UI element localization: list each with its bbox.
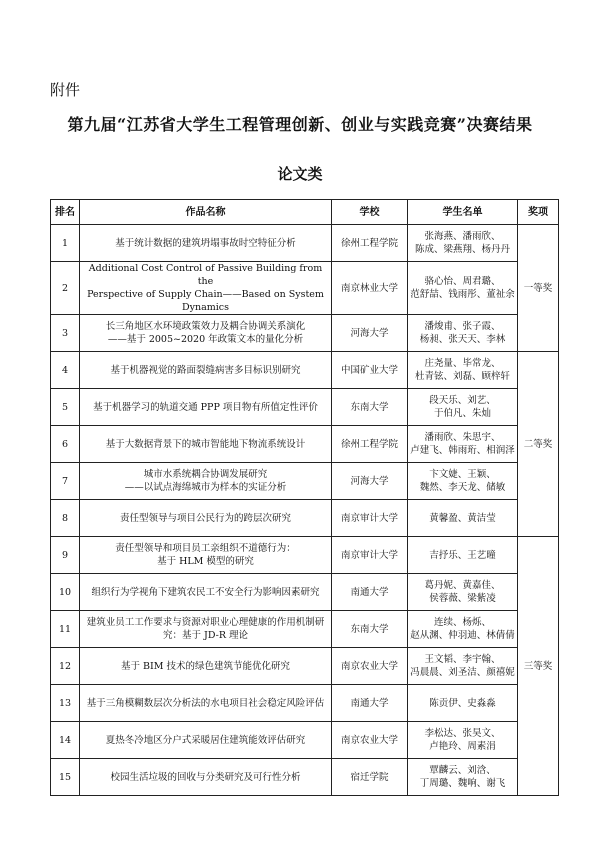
paper-title-line: 城市水系统耦合协调发展研究	[143, 469, 268, 480]
paper-title-line: 建筑业员工工作要求与资源对职业心理健康的作用机制研	[86, 617, 325, 628]
students-cell	[408, 389, 518, 426]
paper-title-line: 基于大数据背景下的城市智能地下物流系统设计	[105, 438, 306, 450]
rank-cell: 13	[51, 685, 80, 722]
rank-cell: 7	[51, 463, 80, 500]
paper-title-cell	[80, 722, 332, 759]
paper-title-line: ——以试点海绵城市为样本的实证分析	[124, 482, 287, 493]
student-names-line: 赵从渊、仲羽迪、林倩倩	[410, 630, 515, 641]
table-row	[51, 648, 559, 685]
school-cell: 南京审计大学	[332, 537, 408, 574]
students-cell	[408, 759, 518, 796]
rank-cell: 8	[51, 500, 80, 537]
school-cell: 南通大学	[332, 685, 408, 722]
student-names-line: 于伯凡、朱灿	[433, 408, 491, 419]
table-row	[51, 315, 559, 352]
student-names-line: 丁周璐、魏响、谢飞	[419, 778, 506, 789]
school-cell: 南京林业大学	[332, 262, 408, 315]
paper-title-line: ——基于 2005~2020 年政策文本的量化分析	[107, 334, 304, 345]
students-cell	[408, 225, 518, 262]
rank-cell: 9	[51, 537, 80, 574]
student-names-line: 陈贡伊、史淼淼	[429, 697, 496, 709]
students-cell	[408, 685, 518, 722]
student-names-line: 庄尧量、毕常龙、	[424, 358, 501, 369]
paper-title-cell	[80, 537, 332, 574]
paper-title-line: 基于 BIM 技术的绿色建筑节能优化研究	[120, 660, 290, 672]
student-names-line: 杜青铉、刘磊、顾梓轩	[414, 371, 510, 382]
paper-title-cell	[80, 685, 332, 722]
student-names-line: 连续、杨烁、	[433, 617, 491, 628]
table-row	[51, 722, 559, 759]
annex-label: 附件	[50, 81, 81, 99]
paper-title-cell	[80, 759, 332, 796]
students-cell	[408, 426, 518, 463]
paper-title-cell	[80, 426, 332, 463]
rank-cell: 4	[51, 352, 80, 389]
school-cell: 宿迁学院	[332, 759, 408, 796]
paper-title-line: 责任型领导和项目员工亲组织不道德行为：	[115, 543, 296, 554]
rank-cell: 5	[51, 389, 80, 426]
student-names-line: 卞文婕、王颖、	[429, 469, 496, 480]
student-names-line: 陈成、梁燕翔、杨丹丹	[414, 244, 510, 255]
rank-cell: 15	[51, 759, 80, 796]
student-names-line: 覃麟云、刘浛、	[429, 765, 496, 776]
school-cell: 东南大学	[332, 611, 408, 648]
students-cell	[408, 315, 518, 352]
paper-title-cell	[80, 352, 332, 389]
student-names-line: 段天乐、刘艺、	[429, 395, 496, 406]
student-names-line: 吉抒乐、王艺曈	[429, 549, 496, 561]
students-cell	[408, 463, 518, 500]
award-cell: 二等奖	[518, 352, 559, 537]
table-row	[51, 611, 559, 648]
student-names-line: 王文韬、李宇翰、	[424, 654, 501, 665]
table-row	[51, 537, 559, 574]
school-cell: 河海大学	[332, 463, 408, 500]
student-names-line: 张海燕、潘雨欣、	[424, 231, 501, 242]
rank-cell: 14	[51, 722, 80, 759]
table-row	[51, 463, 559, 500]
header-award: 奖项	[518, 200, 559, 225]
student-names-line: 卢建飞、韩雨珩、相润泽	[410, 445, 515, 456]
school-cell: 河海大学	[332, 315, 408, 352]
school-cell: 南通大学	[332, 574, 408, 611]
paper-title-line: 基于机器视觉的路面裂缝病害多目标识别研究	[110, 364, 301, 376]
student-names-line: 黄馨盈、黄洁莹	[429, 512, 496, 524]
paper-title-line: 基于 HLM 模型的研究	[157, 556, 254, 567]
paper-title-line: 基于统计数据的建筑坍塌事故时空特征分析	[115, 237, 296, 249]
students-cell	[408, 262, 518, 315]
paper-title-cell	[80, 463, 332, 500]
student-names-line: 葛丹妮、黄嘉佳、	[424, 580, 501, 591]
header-students: 学生名单	[408, 200, 518, 225]
student-names-line: 李松达、张昊文、	[424, 728, 501, 739]
table-row	[51, 574, 559, 611]
school-cell: 南京审计大学	[332, 500, 408, 537]
students-cell	[408, 500, 518, 537]
rank-cell: 2	[51, 262, 80, 315]
header-paper: 作品名称	[80, 200, 332, 225]
paper-title-line: 责任型领导与项目公民行为的跨层次研究	[119, 512, 291, 524]
paper-title-line: 长三角地区水环境政策效力及耦合协调关系演化	[105, 321, 306, 332]
paper-title-cell	[80, 574, 332, 611]
paper-title-line: Additional Cost Control of Passive Building from the	[88, 263, 323, 287]
student-names-line: 潘焌甫、张子霞、	[424, 321, 501, 332]
school-cell: 徐州工程学院	[332, 225, 408, 262]
student-names-line: 卢艳玲、周素涓	[429, 741, 496, 752]
table-row	[51, 426, 559, 463]
rank-cell: 10	[51, 574, 80, 611]
header-rank: 排名	[51, 200, 80, 225]
rank-cell: 12	[51, 648, 80, 685]
table-row	[51, 352, 559, 389]
rank-cell: 3	[51, 315, 80, 352]
student-names-line: 侯蓉薇、梁紫凌	[429, 593, 496, 604]
school-cell: 南京农业大学	[332, 722, 408, 759]
school-cell: 中国矿业大学	[332, 352, 408, 389]
paper-title-cell	[80, 262, 332, 315]
header-school: 学校	[332, 200, 408, 225]
paper-title-line: 究：基于 JD-R 理论	[162, 630, 248, 641]
table-row	[51, 685, 559, 722]
student-names-line: 魏然、李天龙、储敏	[419, 482, 506, 493]
school-cell: 徐州工程学院	[332, 426, 408, 463]
paper-title-cell	[80, 225, 332, 262]
award-cell: 一等奖	[518, 225, 559, 352]
student-names-line: 骆心怡、周君璐、	[424, 276, 501, 287]
table-row	[51, 262, 559, 315]
students-cell	[408, 648, 518, 685]
school-cell: 南京农业大学	[332, 648, 408, 685]
paper-title-line: 基于三角模糊数层次分析法的水电项目社会稳定风险评估	[86, 697, 325, 709]
paper-title-cell	[80, 648, 332, 685]
student-names-line: 潘雨欣、朱思宇、	[424, 432, 501, 443]
students-cell	[408, 352, 518, 389]
paper-title-cell	[80, 500, 332, 537]
students-cell	[408, 574, 518, 611]
student-names-line: 杨昶、张天天、李林	[419, 334, 506, 345]
paper-title-cell	[80, 315, 332, 352]
rank-cell: 11	[51, 611, 80, 648]
award-cell: 三等奖	[518, 537, 559, 796]
paper-title-cell	[80, 611, 332, 648]
paper-title-cell	[80, 389, 332, 426]
paper-title-line: 校园生活垃圾的回收与分类研究及可行性分析	[110, 771, 301, 783]
table-row	[51, 500, 559, 537]
student-names-line: 冯晨晨、刘圣洁、颜禧妮	[410, 667, 515, 678]
students-cell	[408, 722, 518, 759]
page-title: 第九届“江苏省大学生工程管理创新、创业与实践竞赛”决赛结果	[67, 115, 533, 134]
table-header-row	[51, 200, 559, 225]
rank-cell: 1	[51, 225, 80, 262]
students-cell	[408, 611, 518, 648]
students-cell	[408, 537, 518, 574]
table-row	[51, 225, 559, 262]
paper-title-line: 夏热冬冷地区分户式采暖居住建筑能效评估研究	[105, 734, 306, 746]
student-names-line: 范舒喆、钱雨彤、董祉余	[410, 289, 515, 300]
results-table	[50, 199, 559, 796]
paper-title-line: Perspective of Supply Chain——Based on System Dynamics	[87, 289, 324, 313]
paper-title-line: 基于机器学习的轨道交通 PPP 项目物有所值定性评价	[93, 401, 318, 413]
table-row	[51, 759, 559, 796]
rank-cell: 6	[51, 426, 80, 463]
table-row	[51, 389, 559, 426]
paper-title-line: 组织行为学视角下建筑农民工不安全行为影响因素研究	[91, 586, 320, 598]
section-title: 论文类	[277, 165, 323, 183]
school-cell: 东南大学	[332, 389, 408, 426]
